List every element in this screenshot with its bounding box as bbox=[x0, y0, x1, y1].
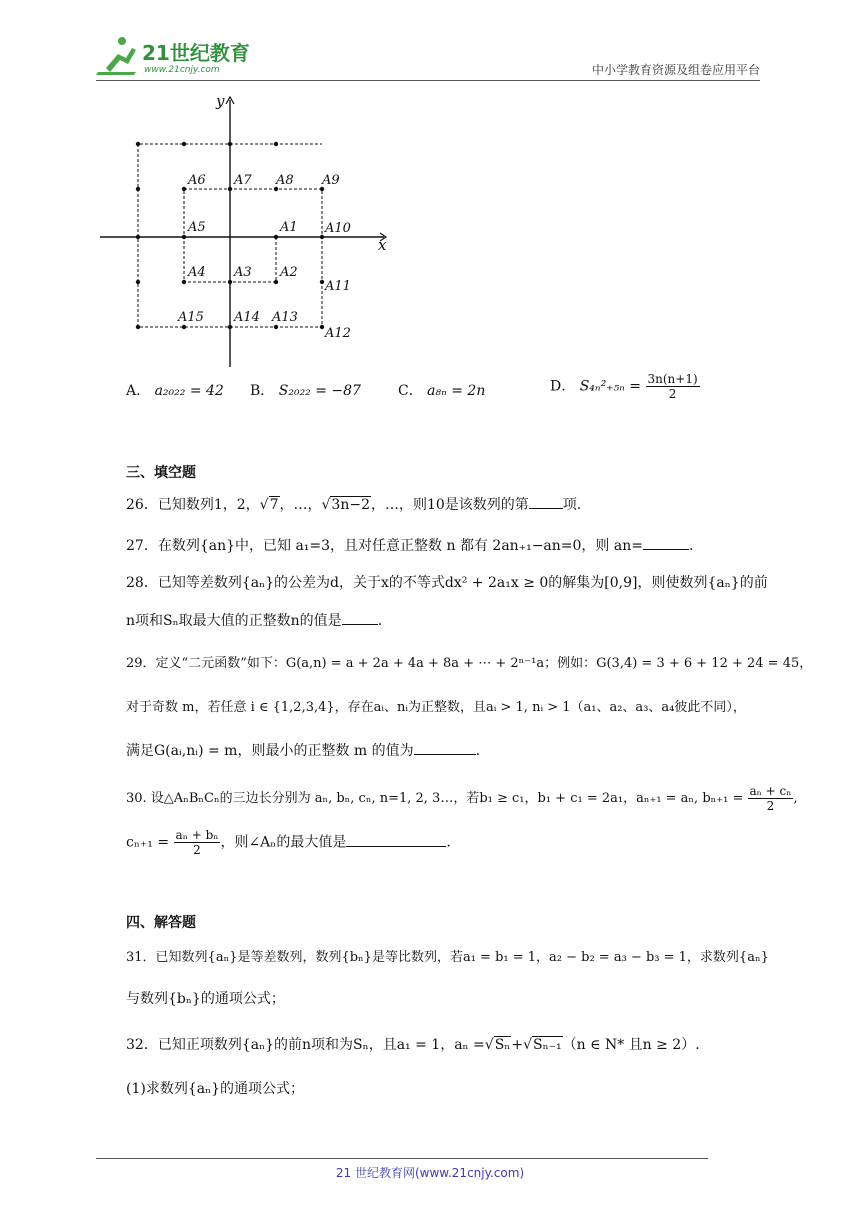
question-30-line1: 30. 设△AₙBₙCₙ的三边长分别为 aₙ, bₙ, cₙ, n=1, 2, 3…，若b₁ ≥ c₁，b₁ + c₁ = 2a₁，aₙ₊₁ = aₙ, bₙ₊₁ = $\frac{\text{aₙ + cₙ}}{2}$ , bbox=[126, 784, 798, 813]
label-a6: A6 bbox=[188, 173, 206, 188]
blank-27[interactable] bbox=[643, 535, 689, 550]
label-a2: A2 bbox=[280, 265, 298, 280]
y-axis-label: y bbox=[216, 92, 225, 110]
choice-c[interactable]: C． a₈ₙ = 2n bbox=[398, 383, 486, 399]
label-a14: A14 bbox=[234, 310, 260, 325]
footer-divider bbox=[96, 1158, 708, 1159]
choice-a[interactable]: A． a₂₀₂₂ = 42 bbox=[126, 383, 224, 399]
question-30-line2: cₙ₊₁ = $\frac{\text{aₙ + bₙ}}{2}$ ，则∠Aₙ的最大值是 . bbox=[126, 828, 451, 857]
label-a10: A10 bbox=[325, 221, 351, 236]
question-28-line2: n项和Sₙ取最大值的正整数n的值是 . bbox=[126, 610, 382, 630]
logo-text: 21世纪教育 bbox=[142, 41, 250, 65]
label-a4: A4 bbox=[188, 265, 206, 280]
label-a3: A3 bbox=[234, 265, 252, 280]
header-tagline: 中小学教育资源及组卷应用平台 bbox=[591, 63, 760, 77]
logo-21cnjy bbox=[96, 34, 266, 76]
choice-d[interactable]: D． S₄ₙ²₊₅ₙ = $\frac{3n(n+1)}{2}$ bbox=[550, 372, 698, 401]
question-32-sub1: (1)求数列{aₙ}的通项公式； bbox=[126, 1081, 305, 1097]
question-28-line1: 28．已知等差数列{aₙ}的公差为d，关于x的不等式dx² + 2a₁x ≥ 0的解集为[0,9]，则使数列{aₙ}的前 bbox=[126, 575, 768, 591]
label-a9: A9 bbox=[322, 173, 340, 188]
section-answer: 四、解答题 bbox=[126, 915, 196, 931]
x-axis-label: x bbox=[378, 236, 387, 254]
question-31-line2: 与数列{bₙ}的通项公式； bbox=[126, 991, 285, 1007]
page-header bbox=[96, 28, 760, 80]
label-a12: A12 bbox=[325, 326, 351, 341]
question-29-line1: 29．定义“二元函数”如下：G(a,n) = a + 2a + 4a + 8a + ⋯ + 2ⁿ⁻¹a；例如：G(3,4) = 3 + 6 + 12 + 24 = 45， bbox=[126, 656, 813, 671]
blank-26[interactable] bbox=[529, 494, 563, 509]
choice-b[interactable]: B． S₂₀₂₂ = −87 bbox=[250, 383, 361, 399]
label-a13: A13 bbox=[272, 310, 298, 325]
question-27: 27．在数列{an}中，已知 a₁=3，且对任意正整数 n 都有 2an₊₁−an=0，则 an= . bbox=[126, 535, 693, 555]
page-footer[interactable]: 21 世纪教育网(www.21cnjy.com) bbox=[335, 1166, 525, 1180]
blank-29[interactable] bbox=[414, 740, 476, 755]
blank-28[interactable] bbox=[342, 610, 378, 625]
section-fill-in: 三、填空题 bbox=[126, 465, 196, 481]
label-a5: A5 bbox=[188, 220, 206, 235]
label-a11: A11 bbox=[325, 279, 351, 294]
label-a7: A7 bbox=[234, 173, 252, 188]
label-a8: A8 bbox=[276, 173, 294, 188]
question-26: 26．已知数列1，2，√7，…，√3n−2，…，则10是该数列的第 项. bbox=[126, 494, 581, 514]
logo-url: www.21cnjy.com bbox=[144, 65, 220, 75]
question-32-line1: 32．已知正项数列{aₙ}的前n项和为Sₙ，且a₁ = 1，aₙ =√Sₙ+√Sₙ₋₁（n ∈ N* 且n ≥ 2）. bbox=[126, 1037, 700, 1053]
question-29-line2: 对于奇数 m，若任意 i ∈ {1,2,3,4}，存在aᵢ、nᵢ为正整数，且aᵢ > 1, nᵢ > 1（a₁、a₂、a₃、a₄彼此不同）， bbox=[126, 700, 746, 715]
question-31-line1: 31．已知数列{aₙ}是等差数列，数列{bₙ}是等比数列，若a₁ = b₁ = 1，a₂ − b₂ = a₃ − b₃ = 1，求数列{aₙ} bbox=[126, 950, 769, 965]
answer-choices bbox=[126, 370, 726, 414]
spiral-points-figure bbox=[96, 92, 396, 372]
question-29-line3: 满足G(aᵢ,nᵢ) = m，则最小的正整数 m 的值为 . bbox=[126, 740, 480, 760]
label-a15: A15 bbox=[178, 310, 204, 325]
blank-30[interactable] bbox=[346, 832, 446, 847]
label-a1: A1 bbox=[280, 220, 298, 235]
header-divider bbox=[96, 80, 760, 81]
